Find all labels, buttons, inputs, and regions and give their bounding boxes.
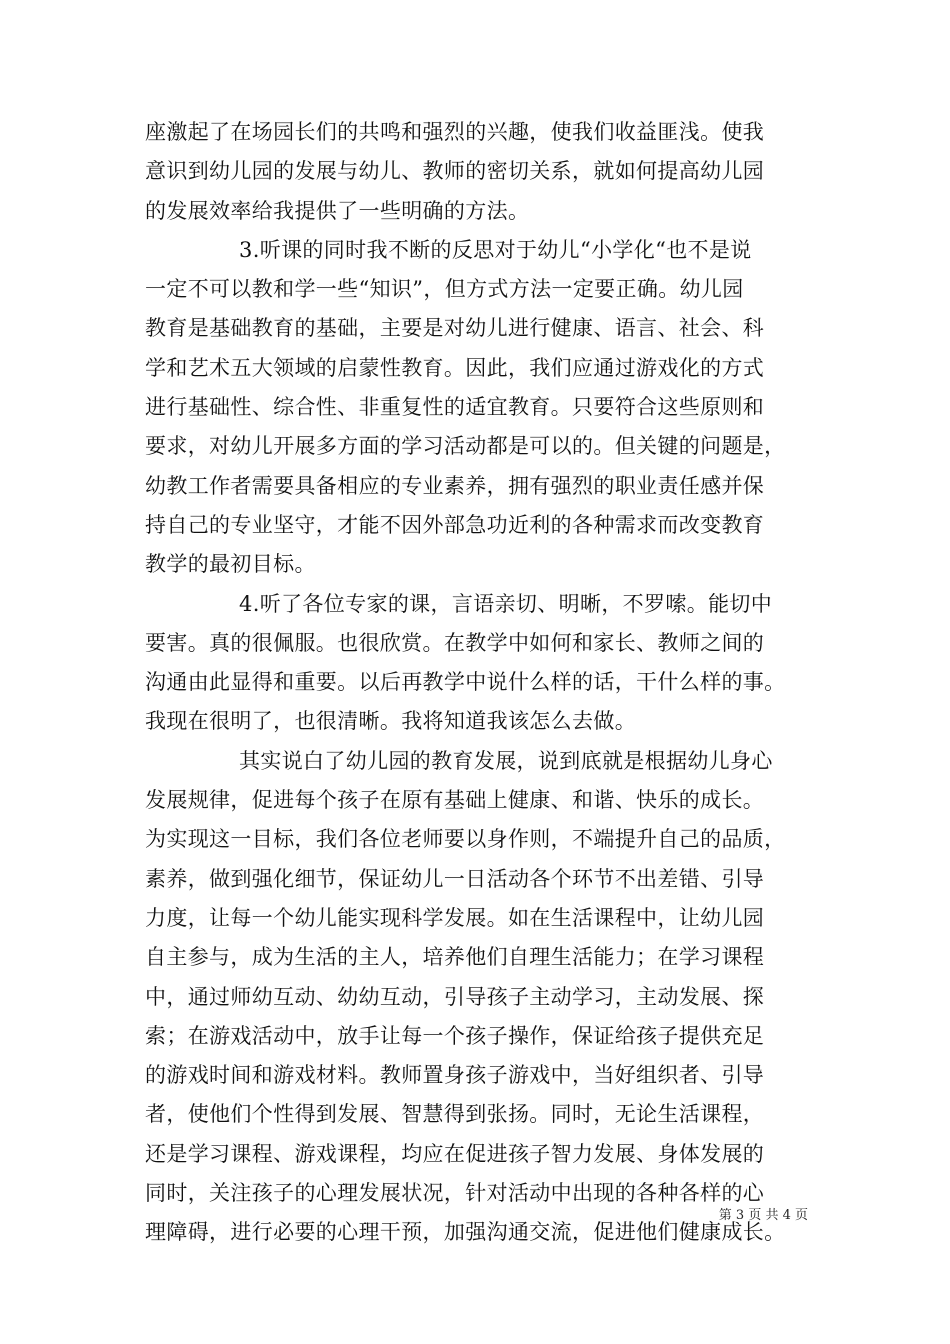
text-line: 进行基础性、综合性、非重复性的适宜教育。只要符合这些原则和 — [145, 395, 765, 420]
text-line: 座激起了在场园长们的共鸣和强烈的兴趣，使我们收益匪浅。使我 — [145, 120, 765, 144]
text-line: 中，通过师幼互动、幼幼互动，引导孩子主动学习，主动发展、探 — [145, 984, 765, 1009]
text-line: 自主参与，成为生活的主人，培养他们自理生活能力；在学习课程 — [145, 945, 765, 970]
text-line: 我现在很明了，也很清晰。我将知道我该怎么去做。 — [145, 709, 637, 734]
text-line: 一定不可以教和学一些“知识”，但方式方法一定要正确。幼儿园 — [145, 277, 744, 302]
text-line: 者，使他们个性得到发展、智慧得到张扬。同时，无论生活课程， — [145, 1102, 765, 1127]
text-line: 教学的最初目标。 — [145, 552, 316, 577]
text-line: 还是学习课程、游戏课程，均应在促进孩子智力发展、身体发展的 — [145, 1141, 765, 1166]
paragraph-start-line: 3.听课的同时我不断的反思对于幼儿“小学化“也不是说 — [239, 237, 752, 262]
body-text — [145, 113, 810, 1253]
text-line: 理障碍，进行必要的心理干预，加强沟通交流，促进他们健康成长。 — [145, 1220, 786, 1245]
text-line: 素养，做到强化细节，保证幼儿一日活动各个环节不出差错、引导 — [145, 866, 765, 891]
text-line: 教育是基础教育的基础，主要是对幼儿进行健康、语言、社会、科 — [145, 316, 765, 341]
text-line: 力度，让每一个幼儿能实现科学发展。如在生活课程中，让幼儿园 — [145, 905, 765, 930]
text-line: 发展规律，促进每个孩子在原有基础上健康、和谐、快乐的成长。 — [145, 788, 765, 813]
text-line: 幼教工作者需要具备相应的专业素养，拥有强烈的职业责任感并保 — [145, 473, 765, 498]
page-number-footer: 第 3 页 共 4 页 — [718, 1208, 808, 1223]
text-line: 学和艺术五大领域的启蒙性教育。因此，我们应通过游戏化的方式 — [145, 355, 765, 380]
paragraph-start-line: 4.听了各位专家的课，言语亲切、明晰，不罗嗦。能切中 — [239, 591, 773, 616]
text-line: 持自己的专业坚守，才能不因外部急功近利的各种需求而改变教育 — [145, 512, 765, 537]
text-line: 的游戏时间和游戏材料。教师置身孩子游戏中，当好组织者、引导 — [145, 1063, 765, 1088]
text-line: 索；在游戏活动中，放手让每一个孩子操作，保证给孩子提供充足 — [145, 1023, 765, 1048]
text-line: 意识到幼儿园的发展与幼儿、教师的密切关系，就如何提高幼儿园 — [145, 159, 765, 184]
text-line: 要害。真的很佩服。也很欣赏。在教学中如何和家长、教师之间的 — [145, 630, 765, 655]
text-line: 为实现这一目标，我们各位老师要以身作则，不端提升自己的品质， — [145, 827, 786, 852]
text-line: 同时，关注孩子的心理发展状况，针对活动中出现的各种各样的心 — [145, 1181, 765, 1206]
text-line: 沟通由此显得和重要。以后再教学中说什么样的话，干什么样的事。 — [145, 670, 786, 695]
text-line: 的发展效率给我提供了一些明确的方法。 — [145, 198, 530, 223]
text-line: 要求，对幼儿开展多方面的学习活动都是可以的。但关键的问题是， — [145, 434, 786, 459]
paragraph-start-line: 其实说白了幼儿园的教育发展，说到底就是根据幼儿身心 — [239, 748, 773, 773]
